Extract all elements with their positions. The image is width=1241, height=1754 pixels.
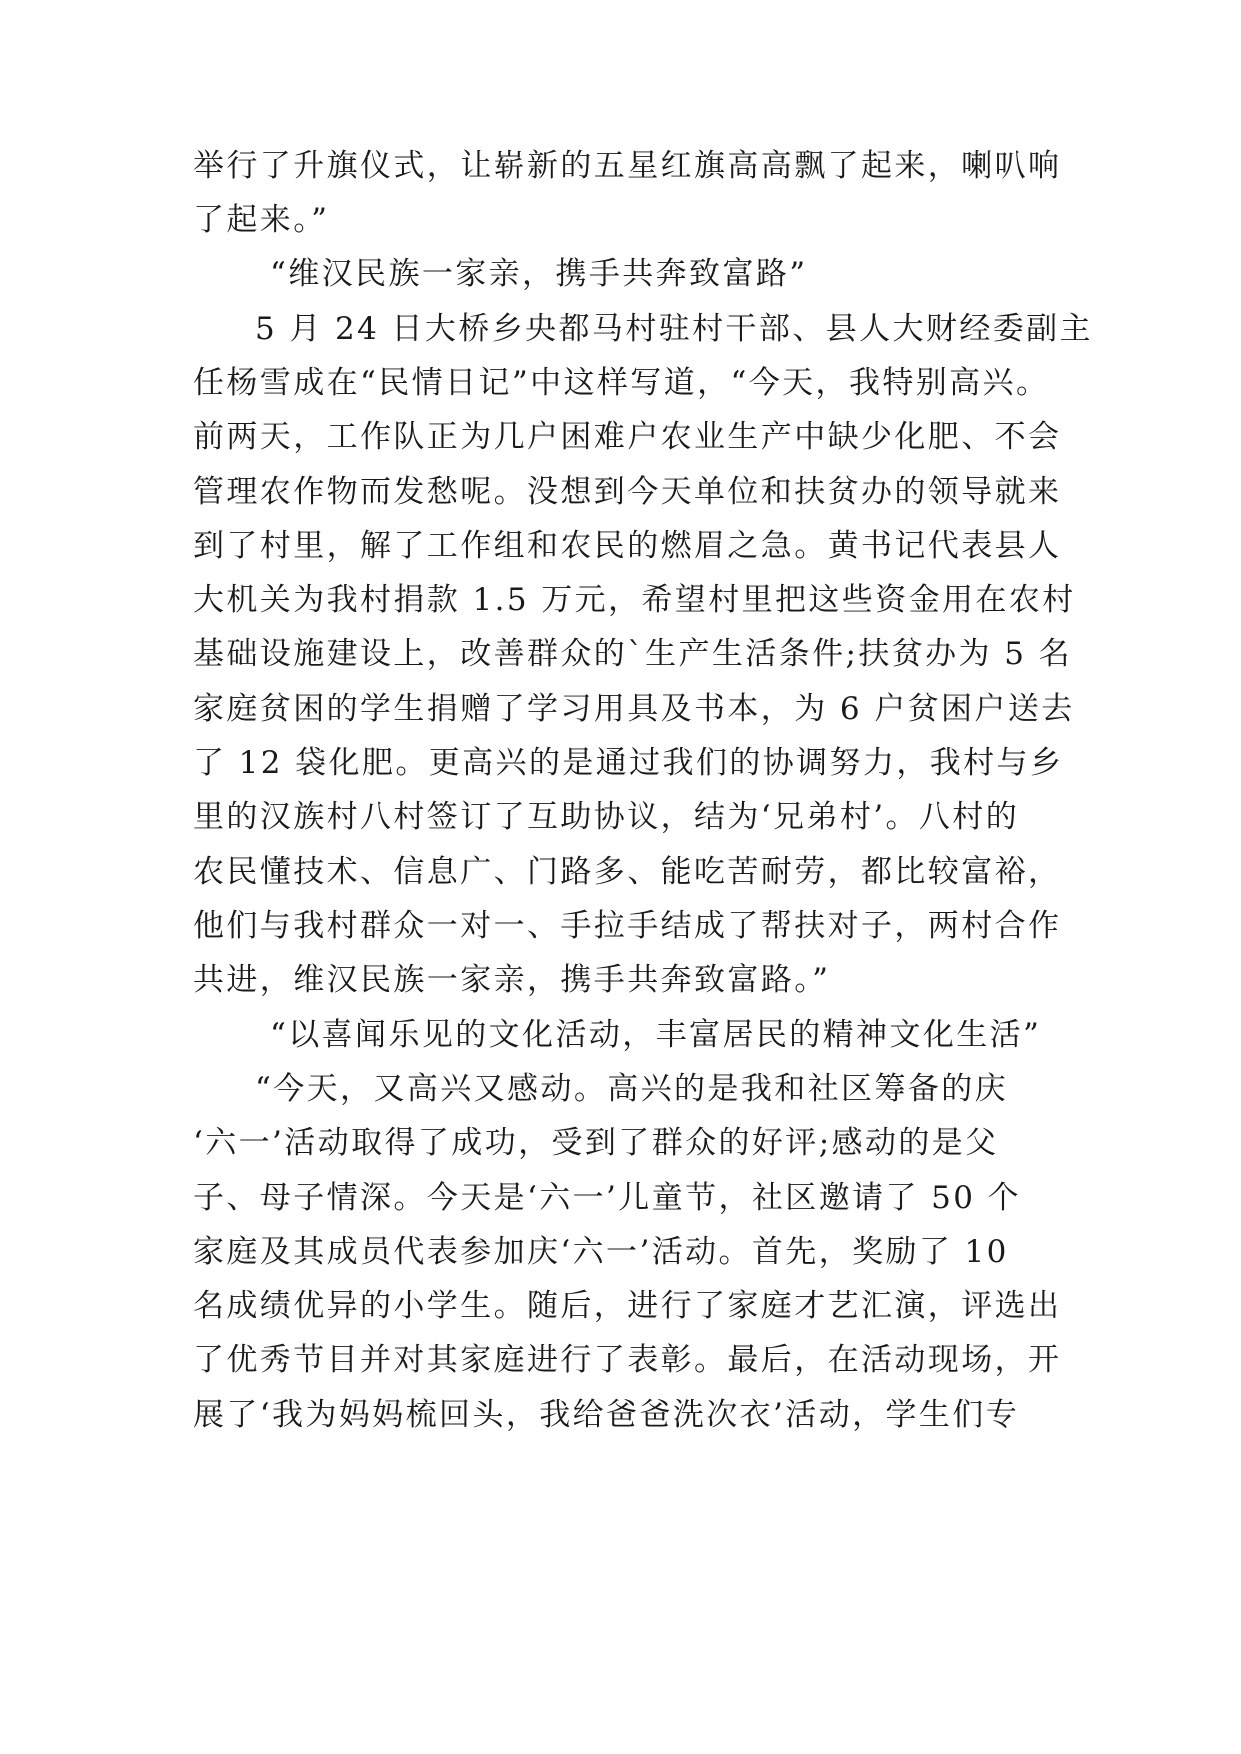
text-line: 到了村里，解了工作组和农民的燃眉之急。黄书记代表县人	[193, 528, 1062, 564]
text-line: 举行了升旗仪式，让崭新的五星红旗高高飘了起来，喇叭响	[193, 148, 1062, 184]
text-line: 名成绩优异的小学生。随后，进行了家庭才艺汇演，评选出	[193, 1288, 1062, 1324]
text-line: ‘六一’活动取得了成功，受到了群众的好评;感动的是父	[193, 1125, 999, 1161]
section-heading: “维汉民族一家亲，携手共奔致富路”	[270, 256, 808, 292]
section-heading: “以喜闻乐见的文化活动，丰富居民的精神文化生活”	[270, 1017, 1042, 1053]
text-line: 子、母子情深。今天是‘六一’儿童节，社区邀请了 50 个	[193, 1180, 1022, 1216]
text-line: 了优秀节目并对其家庭进行了表彰。最后，在活动现场，开	[193, 1342, 1062, 1378]
text-line: 家庭及其成员代表参加庆‘六一’活动。首先，奖励了 10	[193, 1234, 1009, 1270]
text-line: 里的汉族村八村签订了互助协议，结为‘兄弟村’。八村的	[193, 799, 1020, 835]
text-line: 展了‘我为妈妈梳回头，我给爸爸洗次衣’活动，学生们专	[193, 1397, 1020, 1433]
text-line: 了起来。”	[193, 202, 330, 238]
text-line: 他们与我村群众一对一、手拉手结成了帮扶对子，两村合作	[193, 908, 1062, 944]
text-line: 管理农作物而发愁呢。没想到今天单位和扶贫办的领导就来	[193, 474, 1062, 510]
text-line: “今天，又高兴又感动。高兴的是我和社区筹备的庆	[255, 1071, 1009, 1107]
text-line: 前两天，工作队正为几户困难户农业生产中缺少化肥、不会	[193, 419, 1062, 455]
text-line: 家庭贫困的学生捐赠了学习用具及书本，为 6 户贫困户送去	[193, 691, 1075, 727]
text-line: 5 月 24 日大桥乡央都马村驻村干部、县人大财经委副主	[255, 311, 1093, 347]
text-line: 任杨雪成在“民情日记”中这样写道，“今天，我特别高兴。	[193, 365, 1050, 401]
text-line: 大机关为我村捐款 1.5 万元，希望村里把这些资金用在农村	[193, 582, 1076, 618]
text-line: 基础设施建设上，改善群众的`生产生活条件;扶贫办为 5 名	[193, 636, 1072, 672]
text-line: 了 12 袋化肥。更高兴的是通过我们的协调努力，我村与乡	[193, 745, 1064, 781]
text-line: 农民懂技术、信息广、门路多、能吃苦耐劳，都比较富裕，	[193, 854, 1062, 890]
text-line: 共进，维汉民族一家亲，携手共奔致富路。”	[193, 962, 831, 998]
